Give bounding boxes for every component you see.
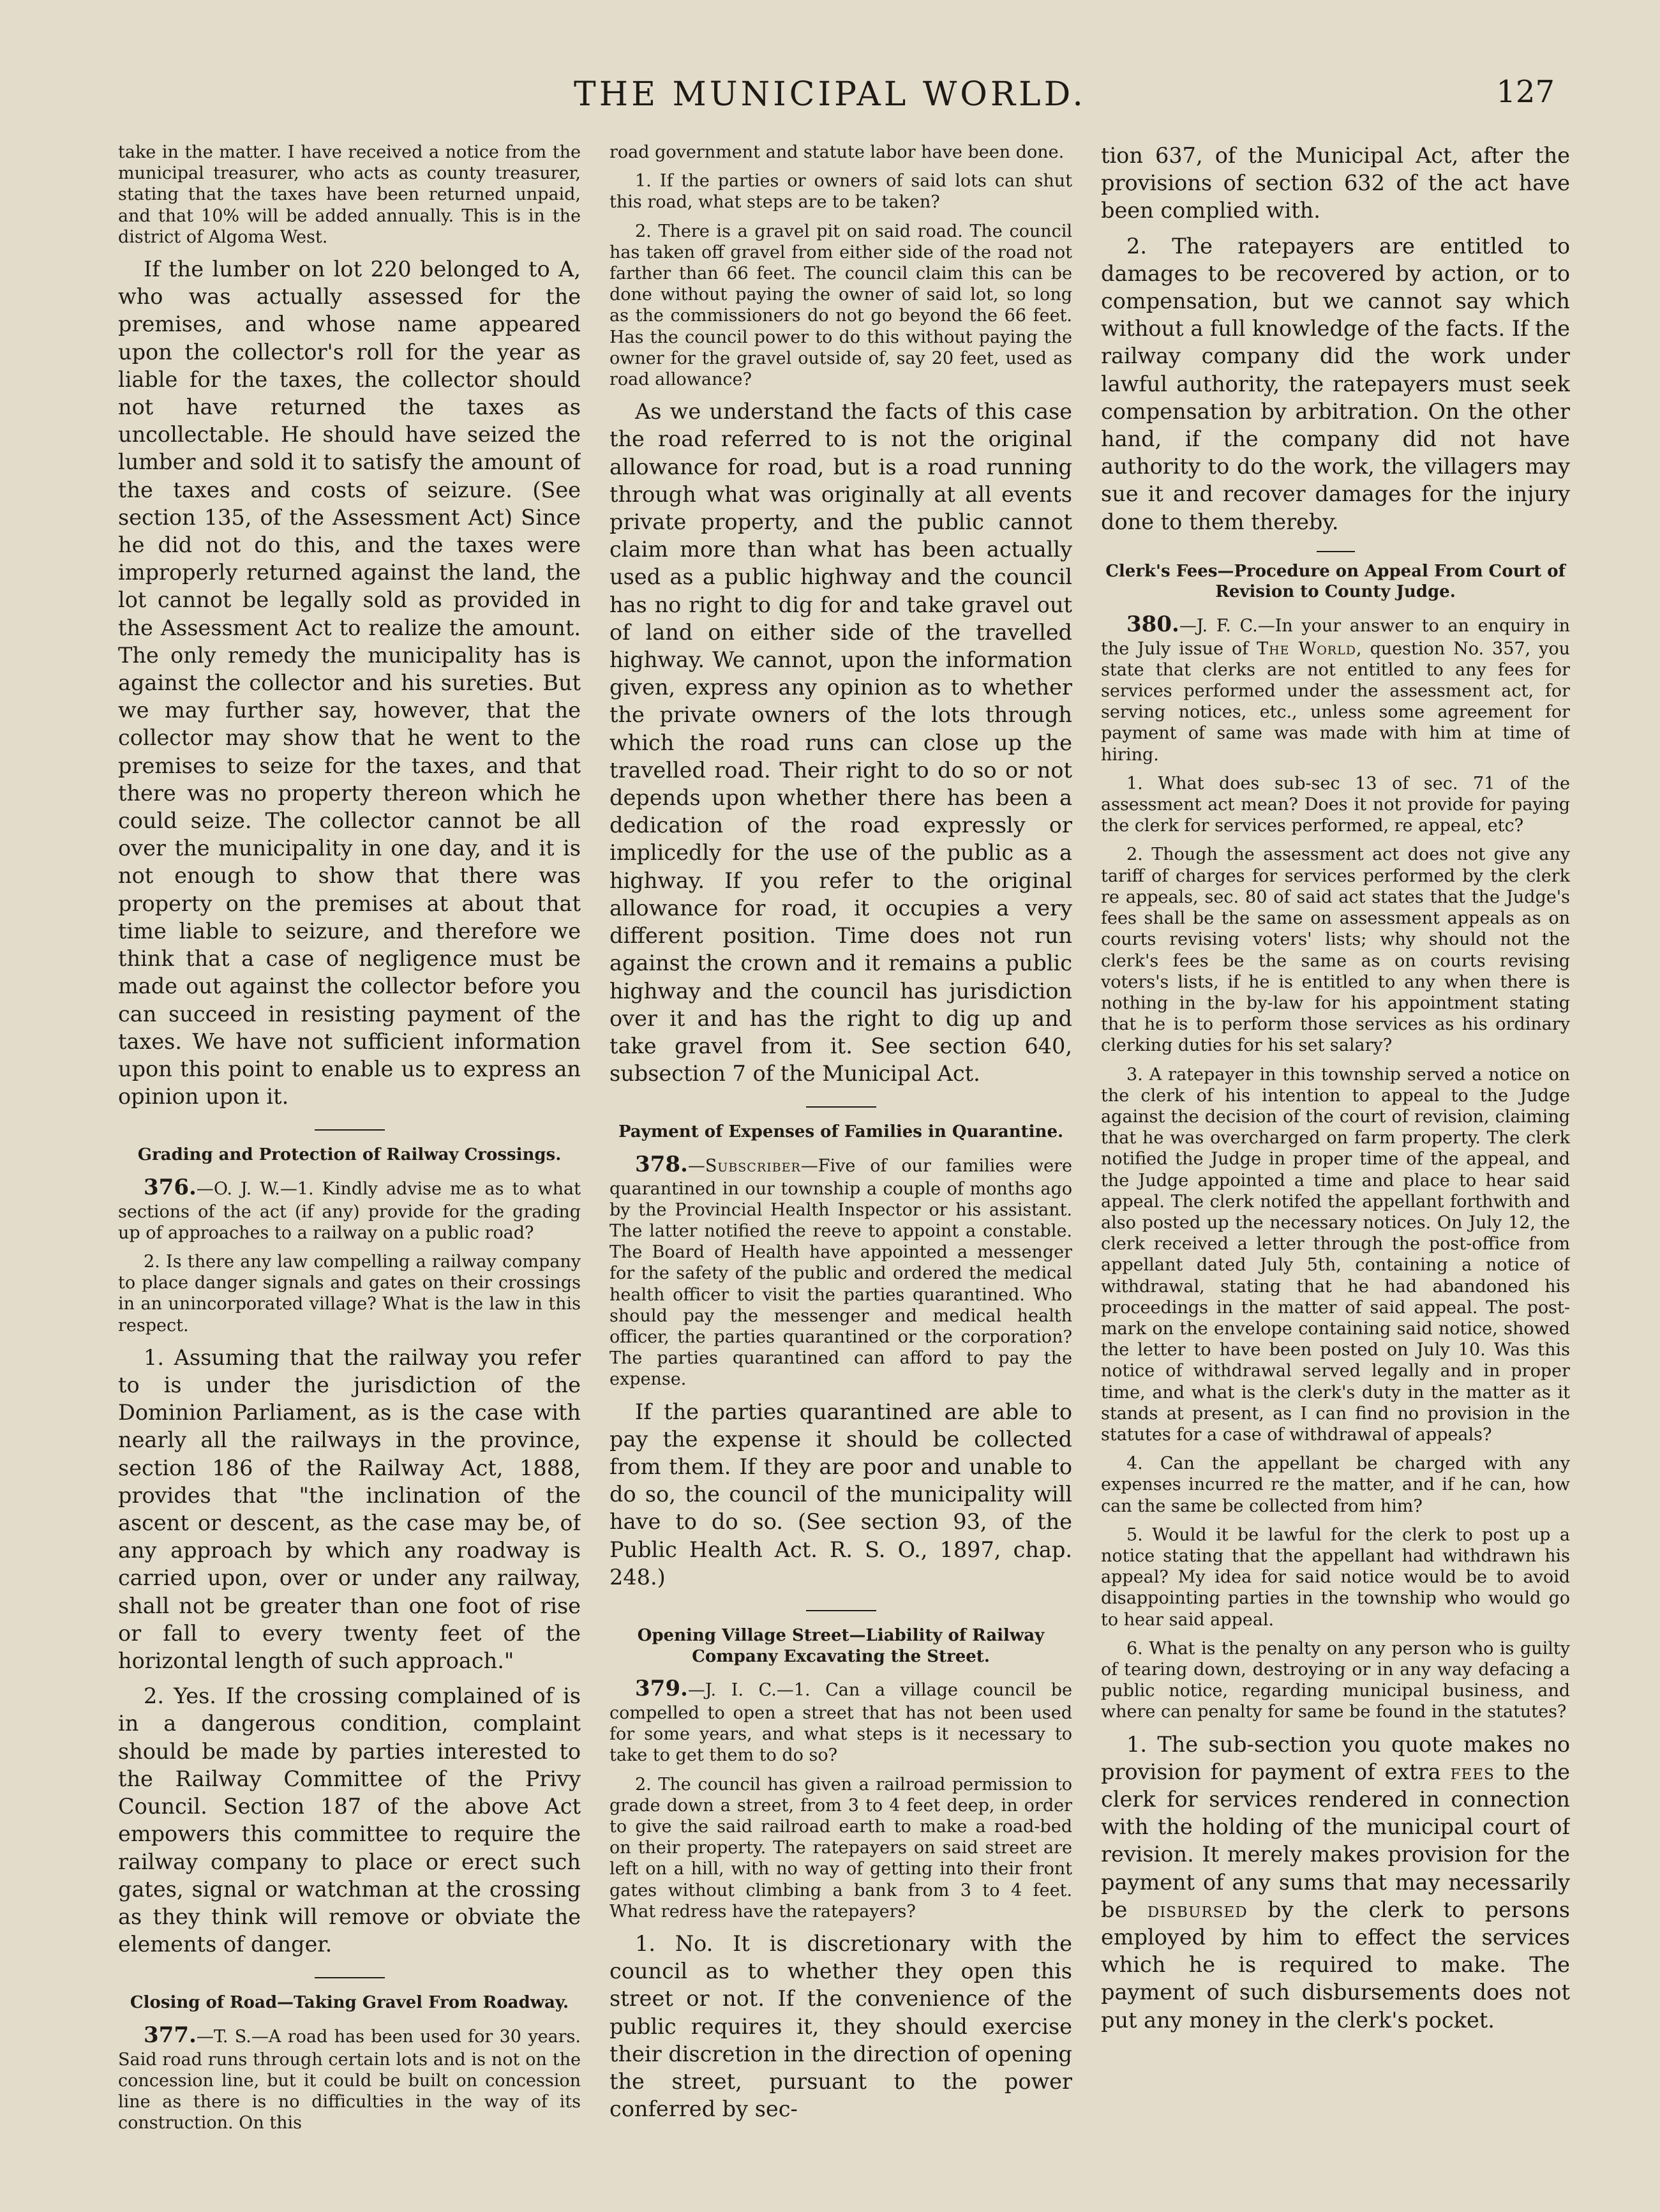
question-380-part4: 4. Can the appellant be charged with any expenses incurred re the matter, and if he can, how can the same be collected from him? xyxy=(1101,1454,1570,1516)
section-divider xyxy=(315,1977,385,1978)
question-380-part6: 6. What is the penalty on any person who is guilty of tearing down, destroying or in any way defacing a public notice, regarding municipal business, and where can penalty for same be found in the statutes? xyxy=(1101,1638,1570,1722)
answer-379-continuation: tion 637, of the Municipal Act, after the provisions of section 632 of the act have been complied with. xyxy=(1101,143,1570,223)
question-377-part2: 2. There is a gravel pit on said road. The council has taken off gravel from either side of the road not farther than 66 feet. The council claim this can be done without paying the owner of said lot, so long as the commissioners do not go beyond the 66 feet. Has the council power to do this without paying the owner for the gravel outside of, say 20 feet, used as road allowance? xyxy=(609,221,1072,390)
section-heading-376: Grading and Protection of Railway Crossings. xyxy=(137,1145,562,1165)
question-number-380: 380. xyxy=(1126,611,1179,637)
answer-379-part2: 2. The ratepayers are entitled to damages to be recovered by action, or to compensation, but we cannot say which without a full knowledge of the facts. If the railway company did the work under lawful authority, the ratepayers must seek compensation by arbitration. On the other hand, if the company did not have authority to do the work, the villagers may sue it and recover damages for the injury done to them thereby. xyxy=(1101,233,1570,534)
column-2 xyxy=(609,142,1072,2137)
page-number: 127 xyxy=(1496,74,1555,110)
the-world-reference: The World xyxy=(1257,638,1356,659)
question-378: 378.—Subscriber—Five of our families were quarantined in our township a couple of months ago by the Provincial Health Inspector or his assistant. The latter notified the reeve to appoint a constable. The Board of Health have appointed a messenger for the safety of the public and ordered the medical health officer to visit the parties quarantined. Who should pay the messenger and medical health officer, the parties quarantined or the corporation? The parties quarantined can afford to pay the expense. xyxy=(609,1151,1072,1390)
section-heading-378: Payment of Expenses of Families in Quarantine. xyxy=(618,1122,1064,1142)
question-number-377: 377. xyxy=(144,2022,197,2048)
question-number-376: 376. xyxy=(144,1174,197,1200)
answer-380-part1: 1. The sub-section you quote makes no provision for payment of extra fees to the clerk for services rendered in connection with the holding of the municipal court of revision. It merely makes provision for the payment of any sums that may necessarily be disbursed by the clerk to persons employed by him to effect the services which he is required to make. The payment of such disbursements does not put any money in the clerk's pocket. xyxy=(1101,1731,1570,2033)
section-heading-380: Clerk's Fees—Procedure on Appeal From Court of Revision to County Judge. xyxy=(1105,561,1566,602)
section-divider xyxy=(806,1610,876,1611)
subscriber-label: Subscriber xyxy=(705,1155,801,1176)
section-heading-379: Opening Village Street—Liability of Railway Company Excavating the Street. xyxy=(637,1626,1045,1666)
answer-379-part1: 1. No. It is discretionary with the council as to whether they open this street or not. If the convenience of the public requires it, they should exercise their discretion in the direction of opening the street, pursuant to the power conferred by sec- xyxy=(609,1930,1072,2122)
question-380-intro: 380.—J. F. C.—In your answer to an enquiry in the July issue of The World, question No. 357, you state that clerks are not entitled to any fees for services performed under the assessment act, for serving notices, etc., unless some agreement for payment of same was made with him at time of hiring. xyxy=(1101,611,1570,765)
section-divider xyxy=(806,1106,876,1108)
question-380-part3: 3. A ratepayer in this township served a notice on the clerk of his intention to appeal to the Judge against the decision of the court of revision, claiming that he was overcharged on farm property. The clerk notified the Judge in proper time of the appeal, and the Judge appointed a time and place to hear said appeal. The clerk notifed the appellant forthwith and also posted up the necessary notices. On July 12, the clerk received a letter through the post-office from appellant dated July 5th, containing a notice of withdrawal, stating that he had abandoned his proceedings in the matter of said appeal. The post-mark on the envelope containing said notice, showed the letter to have been posted on July 10. Was this notice of withdrawal served legally and in proper time, and what is the clerk's duty in the matter as it stands at present, as I can find no provision in the statutes for a case of withdrawal of appeals? xyxy=(1101,1064,1570,1445)
section-divider xyxy=(1317,551,1355,552)
question-380-part1: 1. What does sub-sec 13 of sec. 71 of the assessment act mean? Does it not provide for paying the clerk for services performed, re appeal, etc? xyxy=(1101,773,1570,836)
question-380-part5: 5. Would it be lawful for the clerk to post up a notice stating that the appellant had withdrawn his appeal? My idea for said notice would be to avoid disappointing parties in the township who would go to hear said appeal. xyxy=(1101,1524,1570,1630)
question-377: 377.—T. S.—A road has been used for 30 years. Said road runs through certain lots and is not on the concession line, but it could be built on concession line as there is no difficulties in the way of its construction. On this xyxy=(118,2022,581,2133)
question-376-part1: 376.—O. J. W.—1. Kindly advise me as to what sections of the act (if any) provide for the grading up of approaches to a railway on a public road? xyxy=(118,1174,581,1243)
question-377-continuation: road government and statute labor have been done. xyxy=(609,142,1065,162)
answer-376-part1: 1. Assuming that the railway you refer to is under the jurisdiction of the Dominion Parliament, as is the case with nearly all the railways in the province, section 186 of the Railway Act, 1888, provides that "the inclination of the ascent or descent, as the case may be, of any approach by which any roadway is carried upon, over or under any railway, shall not be greater than one foot of rise or fall to every twenty feet of the horizontal length of such approach." xyxy=(118,1344,581,1674)
question-number-379: 379. xyxy=(635,1676,688,1702)
question-379-part1: 379.—J. I. C.—1. Can a village council be compelled to open a street that has not been used for some years, and what steps is it necessary to take to get them to do so? xyxy=(609,1676,1072,1766)
answer-378: If the parties quarantined are able to pay the expense it should be collected from them. If they are poor and unable to do so, the council of the municipality will have to do so. (See section 93, of the Public Health Act. R. S. O., 1897, chap. 248.) xyxy=(609,1399,1072,1590)
question-380-part2: 2. Though the assessment act does not give any tariff of charges for services performed by the clerk re appeals, sec. 80 of said act states that the Judge's fees shall be the same on assessment appeals as on courts revising voters' lists; why should not the clerk's fees be the same as on courts revising voters's lists, if he is entitled to any when there is nothing in the by-law for his appointment stating that he is to perform those services as his ordinary clerking duties for his set salary? xyxy=(1101,845,1570,1056)
fees-term: fees xyxy=(1450,1759,1495,1784)
question-377-part1: 1. If the parties or owners of said lots can shut this road, what steps are to be taken? xyxy=(609,171,1072,213)
running-title: THE MUNICIPAL WORLD. xyxy=(574,75,1086,114)
question-continuation: take in the matter. I have received a notice from the municipal treasurer, who acts as county treasurer, stating that the taxes have been returned unpaid, and that 10% will be added annually. This is in the district of Algoma West. xyxy=(118,142,581,247)
section-heading-377: Closing of Road—Taking Gravel From Roadway. xyxy=(130,1993,569,2013)
column-3 xyxy=(1101,142,1570,2137)
answer-376-part2: 2. Yes. If the crossing complained of is in a dangerous condition, complaint should be made by parties interested to the Railway Committee of the Privy Council. Section 187 of the above Act empowers this committee to require the railway company to place or erect such gates, signal or watchman at the crossing as they think will remove or obviate the elements of danger. xyxy=(118,1683,581,1957)
question-379-part2: 2. The council has given a railroad permission to grade down a street, from 3 to 4 feet deep, in order to give the said railroad earth to make a road-bed on their property. The ratepayers on said street are left on a hill, with no way of getting into their front gates without climbing a bank from 3 to 4 feet. What redress have the ratepayers? xyxy=(609,1774,1072,1922)
question-376-part2: 2. Is there any law compelling a railway company to place danger signals and gates on their crossings in an unincorporated village? What is the law in this respect. xyxy=(118,1252,581,1335)
answer-lumber-taxes: If the lumber on lot 220 belonged to A, who was actually assessed for the premises, and whose name appeared upon the collector's roll for the year as liable for the taxes, the collector should not have returned the taxes as uncollectable. He should have seized the lumber and sold it to satisfy the amount of the taxes and costs of seizure. (See section 135, of the Assessment Act) Since he did not do this, and the taxes were improperly returned against the land, the lot cannot be legally sold as provided in the Assessment Act to realize the amount. The only remedy the municipality has is against the collector and his sureties. But we may further say, however, that the collector may show that he went to the premises to seize for the taxes, and that there was no property thereon which he could seize. The collector cannot be all over the municipality in one day, and it is not enough to show that there was property on the premises at about that time liable to seizure, and therefore we think that a case of negligence must be made out against the collector before you can succeed in resisting payment of the taxes. We have not sufficient information upon this point to enable us to express an opinion upon it. xyxy=(118,257,581,1110)
section-divider xyxy=(315,1129,385,1131)
disbursed-term: disbursed xyxy=(1147,1897,1248,1922)
page-header xyxy=(0,0,1660,128)
question-number-378: 378. xyxy=(635,1151,688,1177)
column-1 xyxy=(118,142,581,2137)
answer-377: As we understand the facts of this case the road referred to is not the original allowance for road, but is a road running through what was originally at all events private property, and the public cannot claim more than what has been actually used as a public highway and the council has no right to dig for and take gravel out of land on either side of the travelled highway. We cannot, upon the information given, express any opinion as to whether the private owners of the lots through which the road runs can close up the travelled road. Their right to do so or not depends upon whether there has been a dedication of the road expressly or implicedly for the use of the public as a highway. If you refer to the original allowance for road, it occupies a very different position. Time does not run against the crown and it remains a public highway and the council has jurisdiction over it and has the right to dig up and take gravel from it. See section 640, subsection 7 of the Municipal Act. xyxy=(609,399,1072,1087)
